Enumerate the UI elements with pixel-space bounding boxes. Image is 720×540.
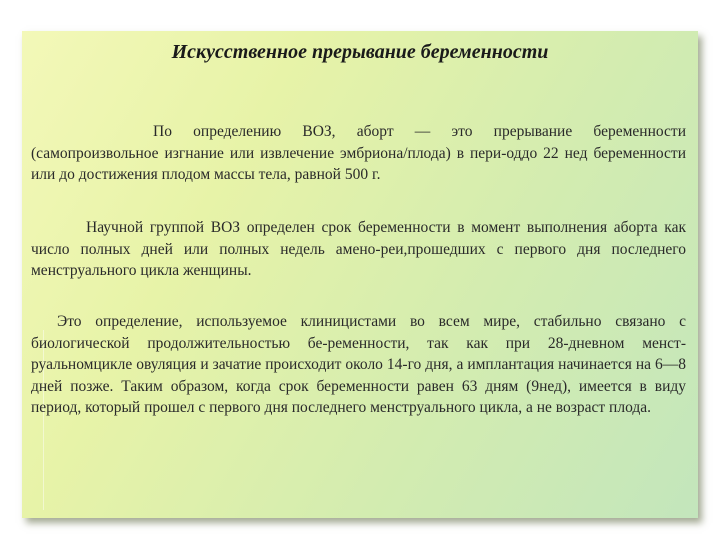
paragraph-who-definition: По определению ВОЗ, аборт — это прерывание беременности (самопроизвольное изгнание или извлечение эмбриона/плода) в пери-оддо 22 нед беременности или до достижения плодом массы тела, равной 500 г. — [31, 123, 686, 183]
paragraph-gestational-age: Научной группой ВОЗ определен срок беременности в момент выполнения аборта как число полных дней или полных недель амено-реи,прошедших с первого дня последнего менструального цикла женщины. — [31, 219, 686, 279]
slide-title: Искусственное прерывание беременности — [171, 41, 549, 63]
paragraph-clinical-definition: Это определение, используемое клиницистами во всем мире, стабильно связано с биологической продолжительностью бе-ременности, так как при 28-дневном менст-руальномцикле овуляция и зачатие происходит около 14-го дня, а имплантация начинается на 6—8 дней позже. Таким образом, когда срок беременности равен 63 дням (9нед), имеется в виду период, который прошел с первого дня последнего менструального цикла, а не возраст плода. — [31, 313, 686, 416]
